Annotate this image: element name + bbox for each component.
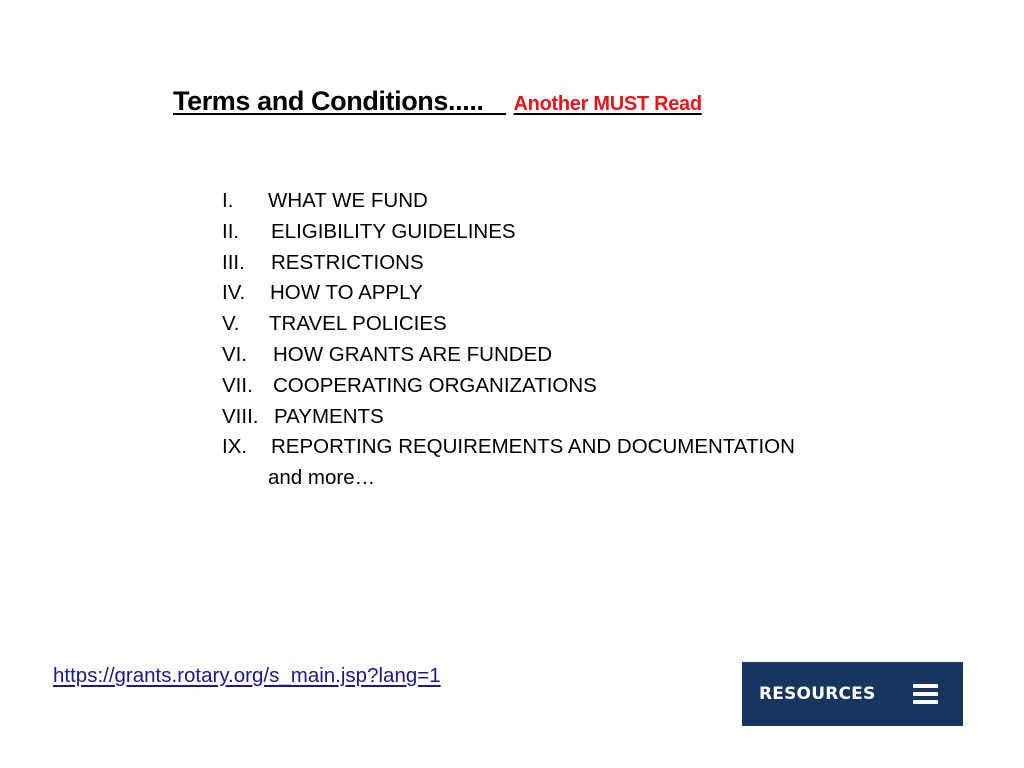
toc-more-text: and more… (268, 466, 376, 490)
toc-number: III. (222, 250, 245, 274)
title-accent: Another MUST Read (513, 93, 702, 115)
toc-number: VII. (222, 373, 253, 397)
title-main: Terms and Conditions..... (173, 86, 484, 116)
toc-label: ELIGIBILITY GUIDELINES (271, 219, 516, 243)
toc-item (222, 340, 795, 371)
toc-item (222, 371, 795, 402)
title-gap (484, 86, 514, 117)
toc-number: VIII. (222, 404, 259, 428)
toc-number: V. (222, 312, 240, 336)
resources-button[interactable] (742, 662, 963, 726)
toc-item (222, 217, 795, 248)
toc-item (222, 402, 795, 433)
toc-number: IX. (222, 435, 248, 459)
grants-link[interactable]: https://grants.rotary.org/s_main.jsp?lang=1 (53, 664, 441, 687)
toc-item (222, 248, 795, 279)
toc-number: II. (222, 219, 240, 243)
toc-item (222, 432, 795, 463)
toc-item (222, 186, 795, 217)
toc-label: RESTRICTIONS (271, 250, 424, 274)
menu-icon (913, 684, 938, 704)
toc-number: VI. (222, 342, 248, 366)
resources-label: RESOURCES (759, 684, 876, 704)
toc-label: HOW GRANTS ARE FUNDED (273, 342, 553, 366)
toc-number: IV. (222, 281, 246, 305)
toc-label: COOPERATING ORGANIZATIONS (273, 373, 597, 397)
toc-item (222, 278, 795, 309)
toc-label: HOW TO APPLY (270, 281, 423, 305)
toc-item (222, 309, 795, 340)
toc-label: WHAT WE FUND (268, 189, 428, 212)
toc-label: REPORTING REQUIREMENTS AND DOCUMENTATION (271, 435, 795, 459)
toc-label: PAYMENTS (274, 404, 384, 428)
toc-label: TRAVEL POLICIES (269, 312, 447, 336)
table-of-contents (222, 186, 795, 494)
toc-number: I. (222, 189, 234, 212)
page-title (173, 86, 702, 117)
